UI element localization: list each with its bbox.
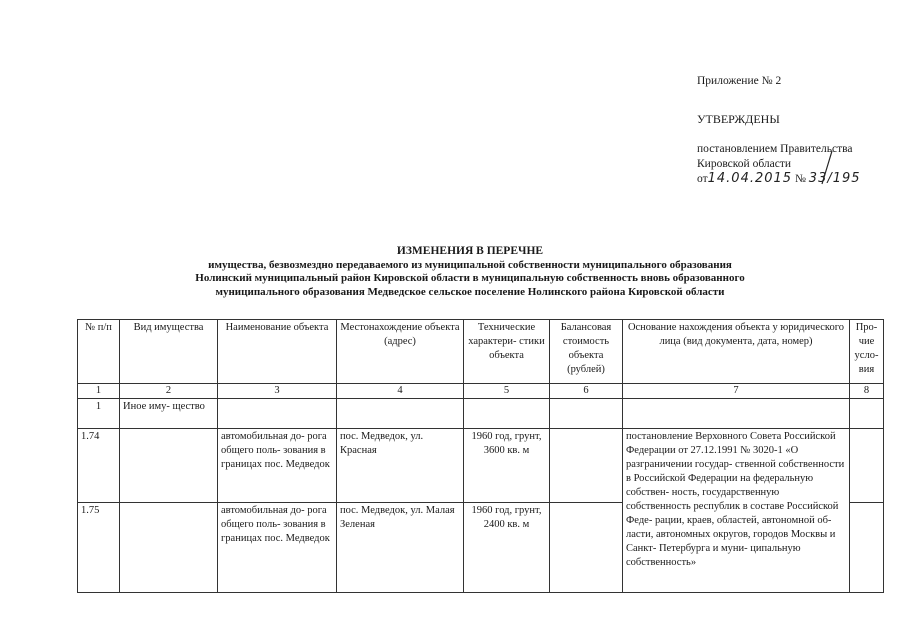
empty-cell	[550, 503, 623, 593]
header-other: Про- чие усло- вия	[850, 320, 884, 384]
header-value: Балансовая стоимость объекта (рублей)	[550, 320, 623, 384]
handwritten-number: 33/195	[808, 171, 861, 186]
appendix-label: Приложение № 2	[697, 75, 782, 87]
title-line-2: имущества, безвозмездно передаваемого из муниципальной собственности муниципального образования	[208, 258, 732, 271]
empty-cell	[464, 399, 550, 429]
header-num: № п/п	[78, 320, 120, 384]
empty-cell	[850, 429, 884, 503]
col-number: 3	[218, 384, 337, 399]
empty-cell	[218, 399, 337, 429]
empty-cell	[550, 399, 623, 429]
handwritten-date: 14.04.2015	[707, 171, 793, 186]
approved-label: УТВЕРЖДЕНЫ	[697, 112, 780, 126]
row-name: автомобильная до- рога общего поль- зования в границах пос. Медведок	[218, 429, 337, 503]
col-number: 6	[550, 384, 623, 399]
column-number-row	[78, 384, 884, 399]
row-tech: 1960 год, грунт, 3600 кв. м	[464, 429, 550, 503]
row-type: Иное иму- щество	[120, 399, 218, 429]
row-tech: 1960 год, грунт, 2400 кв. м	[464, 503, 550, 593]
row-num: 1.74	[78, 429, 120, 503]
col-number: 7	[623, 384, 850, 399]
row-num: 1.75	[78, 503, 120, 593]
header-basis: Основание нахождения объекта у юридического лица (вид документа, дата, номер)	[623, 320, 850, 384]
row-num: 1	[78, 399, 120, 429]
empty-cell	[550, 429, 623, 503]
title-line-1: ИЗМЕНЕНИЯ В ПЕРЕЧНЕ	[396, 245, 544, 257]
col-number: 2	[120, 384, 218, 399]
table-row	[78, 399, 884, 429]
col-number: 1	[78, 384, 120, 399]
header-name: Наименование объекта	[218, 320, 337, 384]
row-address: пос. Медведок, ул. Малая Зеленая	[337, 503, 464, 593]
col-number: 5	[464, 384, 550, 399]
empty-cell	[850, 399, 884, 429]
table-row	[78, 429, 884, 503]
row-address: пос. Медведок, ул. Красная	[337, 429, 464, 503]
empty-cell	[120, 503, 218, 593]
number-prefix: №	[794, 173, 806, 185]
row-basis: постановление Верховного Совета Российской Федерации от 27.12.1991 № 3020-1 «О разграничении государ- ственной собственности в Российской Федерации на федеральную собствен- ность, государственную собственность республик в составе Российской Феде- рации, краев, областей, автономной об- ласти, автономных округов, городов Москвы и Санкт- Петербурга и муни- ципальную собственность»	[623, 429, 850, 593]
document-title	[120, 245, 820, 299]
col-number: 4	[337, 384, 464, 399]
property-changes-table	[77, 319, 884, 593]
header-address: Местонахождение объекта (адрес)	[337, 320, 464, 384]
empty-cell	[337, 399, 464, 429]
empty-cell	[120, 429, 218, 503]
approval-line-1: постановлением Правительства	[697, 143, 853, 155]
title-line-4: муниципального образования Медведское сельское поселение Нолинского района Кировской области	[215, 285, 725, 298]
date-prefix: от	[697, 173, 708, 185]
header-type: Вид имущества	[120, 320, 218, 384]
table-header-row	[78, 320, 884, 384]
empty-cell	[850, 503, 884, 593]
header-tech: Технические характери- стики объекта	[464, 320, 550, 384]
title-line-3: Нолинский муниципальный район Кировской области в муниципальную собственность вновь образованного	[195, 272, 745, 284]
empty-cell	[623, 399, 850, 429]
approval-line-2: Кировской области	[697, 158, 792, 170]
col-number: 8	[850, 384, 884, 399]
row-name: автомобильная до- рога общего поль- зования в границах пос. Медведок	[218, 503, 337, 593]
handwritten-slash-mark	[810, 148, 840, 188]
